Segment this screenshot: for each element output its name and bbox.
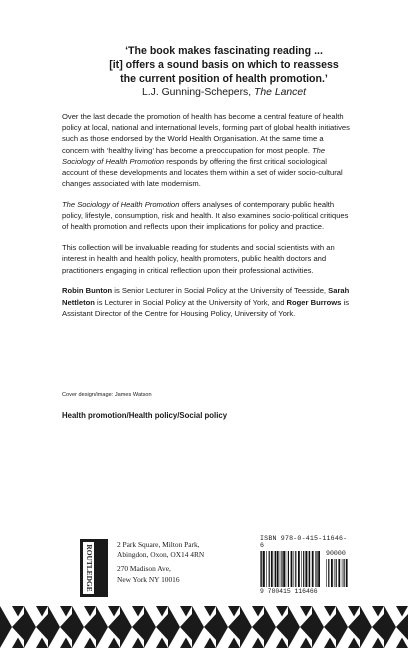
- blurb-paragraph: [62, 111, 352, 189]
- review-quote: [100, 44, 348, 86]
- barcode-bar: [277, 551, 279, 587]
- address-line: 2 Park Square, Milton Park,: [117, 540, 200, 549]
- author-bio: is Assistant Director of the Centre for Housing Policy, University of York.: [62, 297, 349, 318]
- barcode-bar: [295, 551, 296, 587]
- barcode-bar: [309, 551, 310, 587]
- barcode-bar: [346, 559, 348, 587]
- author-bio: is Senior Lecturer in Social Policy at the University of Teesside,: [112, 286, 329, 296]
- blurb-paragraph: [62, 199, 352, 233]
- address-line: 270 Madison Ave,: [117, 564, 171, 574]
- blurb: [62, 111, 352, 329]
- barcode-bar: [301, 551, 302, 587]
- barcode-bar: [303, 551, 304, 587]
- attribution-source: The Lancet: [254, 87, 307, 98]
- barcode-bar: [261, 551, 262, 587]
- barcode-bar: [331, 559, 333, 587]
- decorative-zigzag-border: [0, 606, 408, 648]
- blurb-text: responds by offering the first critical sociological account of these developments and locates them within a set of wider socio-cultural changes associated with late modernism.: [62, 156, 343, 189]
- author-name: Sarah Nettleton: [62, 286, 350, 307]
- barcode-bar: [288, 551, 289, 587]
- barcode-addon-bars: [326, 559, 348, 587]
- isbn-text: ISBN 978-0-415-11646-6: [260, 535, 348, 549]
- logo-text: ROUTLEDGE: [84, 544, 94, 592]
- barcode-bar: [305, 551, 307, 587]
- book-title-mention: The Sociology of Health Promotion: [62, 200, 180, 210]
- quote-attribution: [100, 86, 348, 100]
- address-line: Abingdon, Oxon, OX14 4RN: [117, 550, 205, 560]
- barcode-bar: [336, 559, 337, 587]
- routledge-logo: [80, 539, 108, 597]
- blurb-text: offers analyses of contemporary public health policy, lifestyle, consumption, risk and health. It also examines socio-political critiques of health promotion and reflects upon their implications for policy and practice.: [62, 200, 349, 232]
- author-bios: [62, 285, 352, 319]
- barcode-main-bars: [260, 551, 320, 587]
- barcode-bar: [294, 551, 295, 587]
- barcode-bar: [281, 551, 282, 587]
- book-title-mention: The Sociology of Health Promotion: [62, 145, 326, 166]
- isbn-barcode: [260, 535, 350, 595]
- publisher-address: [117, 540, 257, 585]
- barcode-bar: [315, 551, 316, 587]
- barcode-addon: [326, 550, 348, 587]
- blurb-paragraph: This collection will be invaluable reading for students and social scientists with an interest in health and health policy, health promoters, public health doctors and practitioners engaging in critical reflection upon their professional activities.: [62, 243, 335, 275]
- barcode-bar: [280, 551, 281, 587]
- barcode-bar: [263, 551, 265, 587]
- author-bio: is Lecturer in Social Policy at the University of York, and: [94, 297, 287, 307]
- author-name: Robin Bunton: [62, 286, 113, 296]
- subject-categories: Health promotion/Health policy/Social policy: [62, 411, 228, 420]
- barcode-bar: [344, 559, 345, 587]
- barcode-bar: [312, 551, 314, 587]
- blurb-text: Over the last decade the promotion of health has become a central feature of health policy at local, national and international levels, forming part of global health initiatives such as those endorsed by the World Health Organisation. At the same time a concern with ‘healthy living’ has become a preoccupation for most people.: [62, 112, 350, 155]
- barcode-bar: [342, 559, 343, 587]
- quote-line: the current position of health promotion.’: [120, 73, 328, 85]
- barcode-bar: [271, 551, 273, 587]
- barcode-bar: [286, 551, 287, 587]
- cover-credit: Cover design/image: James Watson: [62, 392, 152, 398]
- barcode-bar: [334, 559, 335, 587]
- barcode-bar: [274, 551, 275, 587]
- routledge-logo-mark: [80, 539, 108, 597]
- barcode-bar: [298, 551, 300, 587]
- barcode-bar: [266, 551, 267, 587]
- barcode-bar: [326, 559, 327, 587]
- attribution-name: L.J. Gunning-Schepers,: [141, 87, 255, 98]
- barcode-bar: [291, 551, 293, 587]
- quote-line: [it] offers a sound basis on which to reassess: [109, 59, 339, 71]
- barcode-bar: [338, 559, 340, 587]
- barcode-bar: [260, 551, 261, 587]
- barcode-number: 9 780415 116466: [260, 588, 318, 595]
- quote-line: ‘The book makes fascinating reading ...: [125, 45, 323, 57]
- barcode-bar: [328, 559, 329, 587]
- barcode-bar: [316, 551, 317, 587]
- barcode-bar: [283, 551, 285, 587]
- barcode-bar: [318, 551, 320, 587]
- barcode-bar: [308, 551, 309, 587]
- addon-number: 90000: [326, 550, 346, 557]
- address-line: New York NY 10016: [117, 574, 180, 584]
- barcode-bar: [275, 551, 276, 587]
- author-name: Roger Burrows: [286, 297, 342, 307]
- barcode-bar: [269, 551, 270, 587]
